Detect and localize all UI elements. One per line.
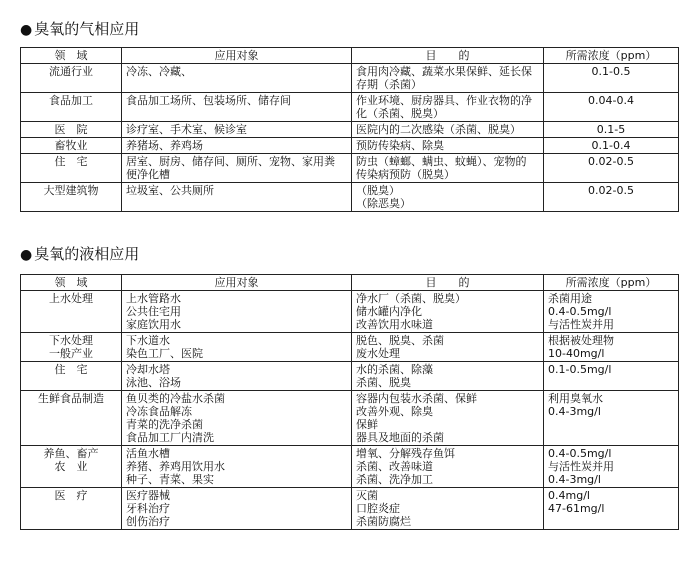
objects-cell [122, 64, 352, 93]
liquid-table-body [21, 291, 679, 530]
objects-cell-line: 公共住宅用 [126, 305, 181, 318]
concentration-cell [544, 488, 679, 530]
objects-cell-line: 下水道水 [126, 334, 170, 347]
purpose-cell-line: 储水罐内净化 [356, 305, 422, 318]
gas-section-title: ● 臭氧的气相应用 [20, 20, 140, 38]
purpose-cell-line: （除恶臭） [356, 197, 411, 210]
field-cell-line: 医 疗 [54, 489, 88, 502]
concentration-cell-line: 根据被处理物 [548, 334, 614, 347]
table-row [21, 183, 679, 212]
objects-cell [122, 446, 352, 488]
objects-cell [122, 291, 352, 333]
field-cell: 畜牧业 [21, 138, 122, 154]
field-cell-line: 养鱼、畜产 [43, 447, 99, 460]
objects-cell-line: 染色工厂、医院 [126, 347, 203, 360]
purpose-cell [352, 362, 544, 391]
header-objects: 应用对象 [122, 48, 352, 64]
objects-cell-line: 冷冻、冷藏、 [126, 65, 192, 78]
concentration-cell [544, 183, 679, 212]
field-cell-line: 上水处理 [49, 292, 93, 305]
concentration-cell-line: 0.1-0.5mg/l [548, 363, 612, 376]
concentration-cell-line: 0.04-0.4 [588, 94, 634, 107]
concentration-cell-line: 0.1-5 [596, 123, 626, 136]
field-cell: 大型建筑物 [21, 183, 122, 212]
field-cell: 医 院 [21, 122, 122, 138]
objects-cell-line: 青菜的洗净杀菌 [126, 418, 203, 431]
purpose-cell [352, 138, 544, 154]
purpose-cell-line: 杀菌、脱臭 [356, 376, 411, 389]
objects-cell-line: 鱼贝类的冷盐水杀菌 [126, 392, 225, 405]
concentration-cell-line: 0.02-0.5 [588, 155, 634, 168]
objects-cell-line: 医疗器械 [126, 489, 170, 502]
purpose-cell-line: 增氧、分解残存鱼饵 [356, 447, 455, 460]
concentration-cell [544, 291, 679, 333]
concentration-cell [544, 362, 679, 391]
bullet-icon: ● [20, 247, 33, 263]
field-cell-line: 生鲜食品制造 [38, 392, 104, 405]
purpose-cell [352, 333, 544, 362]
objects-cell-line: 养猪、养鸡用饮用水 [126, 460, 225, 473]
purpose-cell [352, 391, 544, 446]
objects-cell [122, 138, 352, 154]
field-cell [21, 333, 122, 362]
purpose-cell-line: 存期（杀菌） [356, 78, 422, 91]
concentration-cell-line: 0.02-0.5 [588, 184, 634, 197]
field-cell: 住 宅 [21, 154, 122, 183]
header-purpose: 目 的 [352, 275, 544, 291]
purpose-cell-line: 杀菌、改善味道 [356, 460, 433, 473]
purpose-cell-line: 器具及地面的杀菌 [356, 431, 444, 444]
purpose-cell [352, 446, 544, 488]
gas-application-table [20, 47, 679, 212]
purpose-cell [352, 488, 544, 530]
gas-table-body [21, 64, 679, 212]
concentration-cell-line: 与活性炭并用 [548, 460, 614, 473]
objects-cell [122, 154, 352, 183]
concentration-cell-line: 0.4-0.5mg/l [548, 305, 612, 318]
bullet-icon: ● [20, 22, 33, 38]
purpose-cell-line: 杀菌防腐烂 [356, 515, 411, 528]
objects-cell-line: 居室、厨房、储存间、厕所、宠物、家用粪 [126, 155, 335, 168]
purpose-cell-line: 容器内包装水杀菌、保鲜 [356, 392, 477, 405]
objects-cell-line: 泳池、浴场 [126, 376, 181, 389]
purpose-cell-line: 防虫（蟑螂、螨虫、蚊蝇）、宠物的 [356, 155, 527, 168]
concentration-cell [544, 446, 679, 488]
concentration-cell [544, 93, 679, 122]
header-purpose: 目 的 [352, 48, 544, 64]
purpose-cell [352, 122, 544, 138]
concentration-cell [544, 154, 679, 183]
table-row [21, 333, 679, 362]
purpose-cell-line: 保鲜 [356, 418, 378, 431]
table-row [21, 64, 679, 93]
field-cell-line: 下水处理 [49, 334, 93, 347]
concentration-cell-line: 利用臭氧水 [548, 392, 603, 405]
objects-cell-line: 上水管路水 [126, 292, 181, 305]
concentration-cell-line: 0.4-3mg/l [548, 405, 601, 418]
purpose-cell-line: 废水处理 [356, 347, 400, 360]
objects-cell-line: 家庭饮用水 [126, 318, 181, 331]
table-row [21, 488, 679, 530]
concentration-cell-line: 0.4mg/l [548, 489, 590, 502]
field-cell [21, 488, 122, 530]
concentration-cell-line: 0.4-3mg/l [548, 473, 601, 486]
concentration-cell [544, 391, 679, 446]
purpose-cell-line: 医院内的二次感染（杀菌、脱臭） [356, 123, 521, 136]
objects-cell-line: 食品加工场所、包装场所、储存间 [126, 94, 291, 107]
header-concentration: 所需浓度（ppm） [544, 275, 679, 291]
liquid-application-table [20, 274, 679, 530]
table-row [21, 446, 679, 488]
objects-cell [122, 333, 352, 362]
concentration-cell-line: 0.4-0.5mg/l [548, 447, 612, 460]
purpose-cell-line: 口腔炎症 [356, 502, 400, 515]
purpose-cell-line: 食用肉冷藏、蔬菜水果保鲜、延长保 [356, 65, 532, 78]
objects-cell-line: 便净化槽 [126, 168, 170, 181]
purpose-cell-line: 传染病预防（脱臭） [356, 168, 455, 181]
table-row [21, 154, 679, 183]
header-concentration: 所需浓度（ppm） [544, 48, 679, 64]
objects-cell-line: 活鱼水槽 [126, 447, 170, 460]
objects-cell-line: 垃圾室、公共厕所 [126, 184, 214, 197]
objects-cell-line: 养猪场、养鸡场 [126, 139, 203, 152]
concentration-cell-line: 0.1-0.5 [591, 65, 631, 78]
field-cell [21, 291, 122, 333]
objects-cell [122, 391, 352, 446]
objects-cell-line: 食品加工厂内清洗 [126, 431, 214, 444]
table-header-row [21, 48, 679, 64]
purpose-cell-line: 灭菌 [356, 489, 378, 502]
concentration-cell [544, 138, 679, 154]
table-row [21, 122, 679, 138]
concentration-cell [544, 122, 679, 138]
concentration-cell-line: 10-40mg/l [548, 347, 605, 360]
field-cell: 食品加工 [21, 93, 122, 122]
header-field: 领 域 [21, 48, 122, 64]
concentration-cell-line: 0.1-0.4 [591, 139, 631, 152]
purpose-cell [352, 291, 544, 333]
concentration-cell-line: 杀菌用途 [548, 292, 592, 305]
purpose-cell-line: 作业环境、厨房器具、作业衣物的净 [356, 94, 532, 107]
table-row [21, 93, 679, 122]
purpose-cell-line: 改善外观、除臭 [356, 405, 433, 418]
field-cell [21, 362, 122, 391]
purpose-cell-line: 净水厂（杀菌、脱臭） [356, 292, 466, 305]
concentration-cell-line: 与活性炭并用 [548, 318, 614, 331]
liquid-section-title: ● 臭氧的液相应用 [20, 245, 140, 263]
field-cell [21, 391, 122, 446]
purpose-cell-line: 预防传染病、除臭 [356, 139, 444, 152]
table-row [21, 291, 679, 333]
purpose-cell [352, 93, 544, 122]
objects-cell-line: 诊疗室、手术室、候诊室 [126, 123, 247, 136]
purpose-cell [352, 154, 544, 183]
objects-cell-line: 种子、青菜、果实 [126, 473, 214, 486]
objects-cell [122, 122, 352, 138]
table-row [21, 391, 679, 446]
table-row [21, 138, 679, 154]
objects-cell [122, 362, 352, 391]
objects-cell-line: 创伤治疗 [126, 515, 170, 528]
objects-cell-line: 牙科治疗 [126, 502, 170, 515]
table-row [21, 362, 679, 391]
objects-cell [122, 183, 352, 212]
concentration-cell [544, 333, 679, 362]
concentration-cell-line: 47-61mg/l [548, 502, 605, 515]
purpose-cell-line: 改善饮用水味道 [356, 318, 433, 331]
purpose-cell-line: 脱色、脱臭、杀菌 [356, 334, 444, 347]
field-cell-line: 住 宅 [54, 363, 88, 376]
header-objects: 应用对象 [122, 275, 352, 291]
purpose-cell [352, 183, 544, 212]
field-cell-line: 一般产业 [49, 347, 93, 360]
objects-cell-line: 冷却水塔 [126, 363, 170, 376]
purpose-cell-line: （脱臭） [356, 184, 400, 197]
objects-cell [122, 93, 352, 122]
header-field: 领 域 [21, 275, 122, 291]
purpose-cell-line: 水的杀菌、除藻 [356, 363, 433, 376]
purpose-cell-line: 化（杀菌、脱臭） [356, 107, 444, 120]
objects-cell-line: 冷冻食品解冻 [126, 405, 192, 418]
purpose-cell [352, 64, 544, 93]
concentration-cell [544, 64, 679, 93]
field-cell: 流通行业 [21, 64, 122, 93]
objects-cell [122, 488, 352, 530]
purpose-cell-line: 杀菌、洗净加工 [356, 473, 433, 486]
field-cell [21, 446, 122, 488]
table-header-row [21, 275, 679, 291]
field-cell-line: 农 业 [54, 460, 88, 473]
